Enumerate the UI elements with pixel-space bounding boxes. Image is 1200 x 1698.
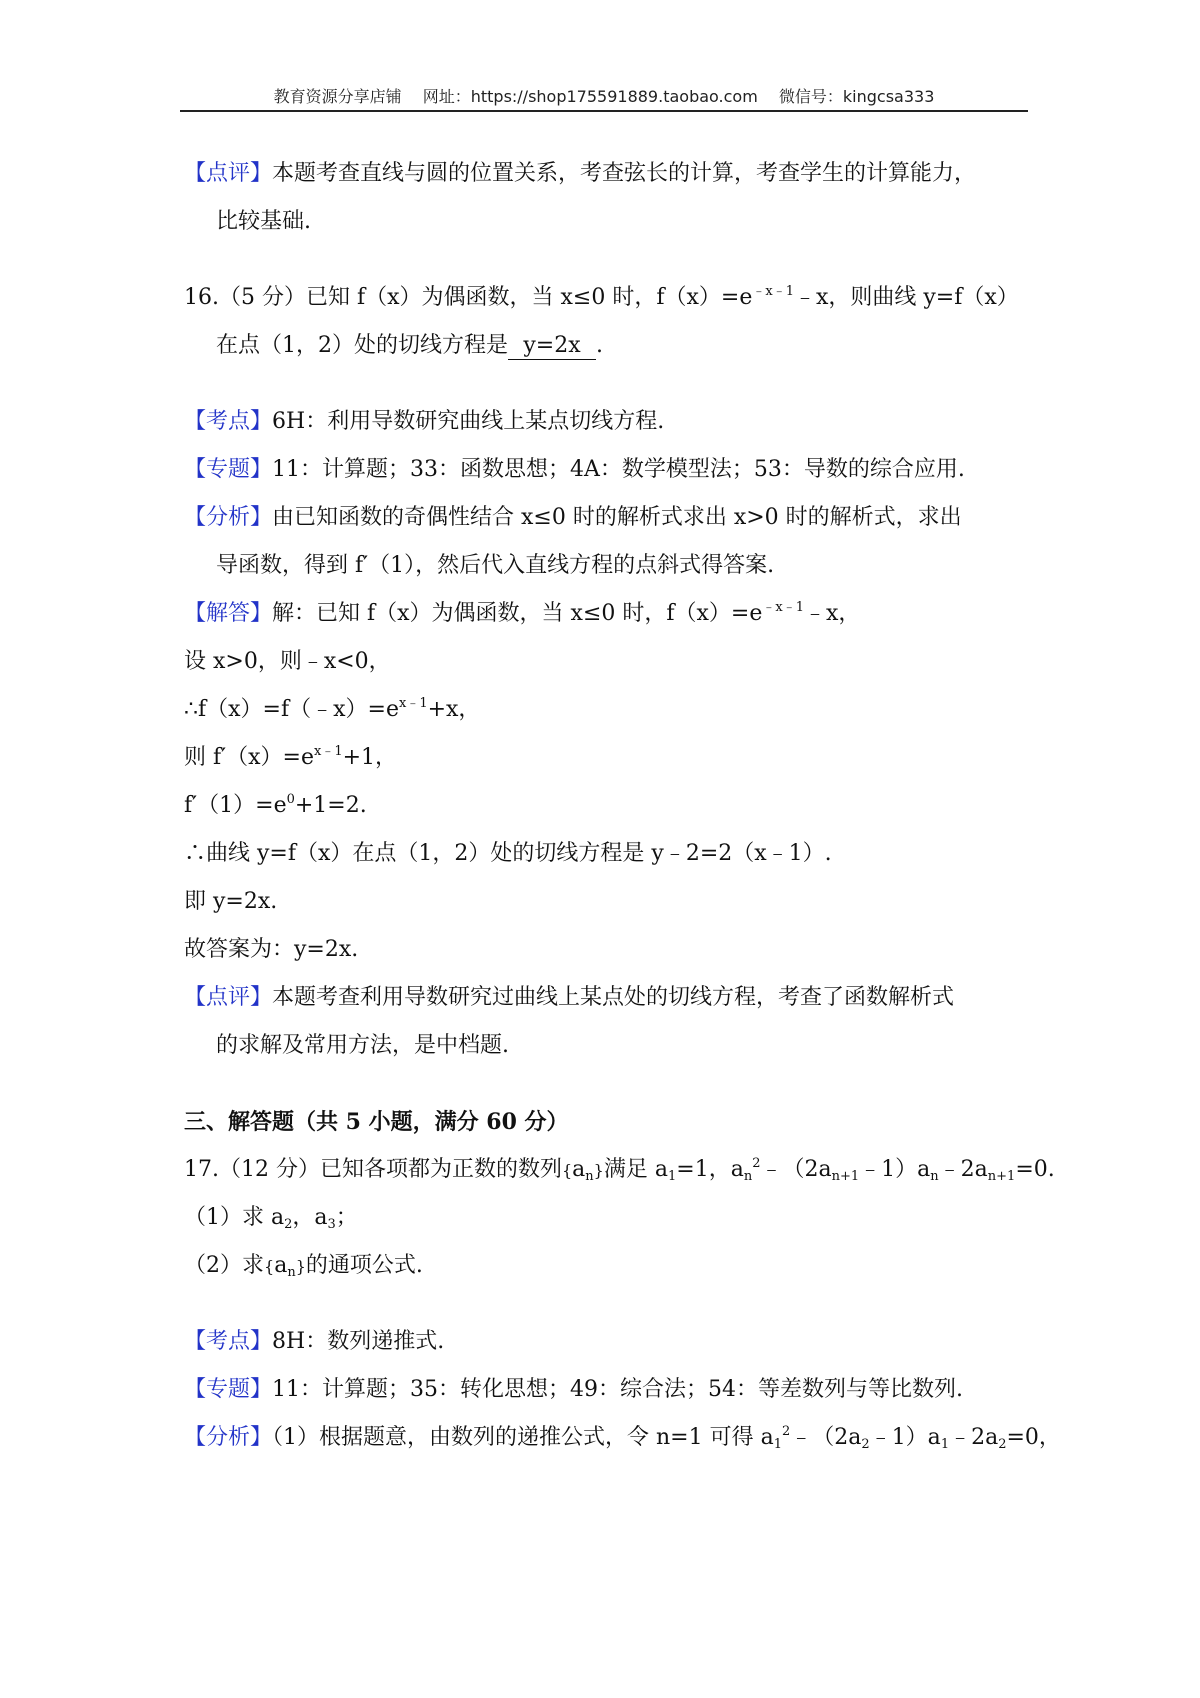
kaodian-tag: 【考点】 [184, 1329, 273, 1354]
q15-review-line-2: 比较基础. [216, 209, 311, 234]
zhuanti-tag: 【专题】 [184, 1377, 273, 1402]
q16-fenxi: 【分析】由已知函数的奇偶性结合 x≤0 时的解析式求出 x>0 时的解析式，求出 [184, 505, 962, 530]
q16-solution-line-3: $\therefore f(x)=f(﹣x)=e^{x﹣1}+x$， [184, 696, 481, 722]
review-tag: 【点评】 [184, 985, 273, 1010]
q16-zhuanti: 【专题】11：计算题；33：函数思想；4A：数学模型法；53：导数的综合应用. [184, 457, 965, 482]
q16-statement: 16.（5 分）已知 f（x）为偶函数，当 x≤0 时，$f(x)=e^{﹣x﹣1}﹣x$，则曲线 y=f（x） [184, 284, 1019, 310]
review-tag: 【点评】 [184, 161, 273, 186]
section-3-title: 三、解答题（共 5 小题，满分 60 分） [184, 1109, 569, 1135]
header-divider [180, 110, 1028, 112]
q16-solution-line-7: 即 y=2x. [184, 889, 278, 914]
q16-solution-line-4: 则 $f'(x)=e^{x﹣1}+1$， [184, 744, 398, 770]
q16-statement-line-2: 在点（1，2）处的切线方程是 y=2x . [216, 333, 603, 358]
q16-jieda: 【解答】解：已知 f（x）为偶函数，当 x≤0 时，$f(x)=e^{﹣x﹣1}﹣x$， [184, 600, 861, 626]
q17-zhuanti: 【专题】11：计算题；35：转化思想；49：综合法；54：等差数列与等比数列. [184, 1377, 963, 1402]
q17-part-2: （2）求$\{a_n\}$的通项公式. [184, 1253, 423, 1280]
zhuanti-tag: 【专题】 [184, 457, 273, 482]
q16-fenxi-line-2: 导函数，得到 f′（1），然后代入直线方程的点斜式得答案. [216, 553, 775, 578]
document-body [184, 150, 1061, 1462]
q16-solution-line-6: ∴曲线 y=f（x）在点（1，2）处的切线方程是 y﹣2=2（x﹣1）. [184, 841, 832, 866]
q16-kaodian: 【考点】6H：利用导数研究曲线上某点切线方程. [184, 409, 665, 434]
q16-solution-line-8: 故答案为：y=2x. [184, 937, 359, 962]
jieda-tag: 【解答】 [184, 601, 273, 626]
q16-solution-line-2: 设 x>0，则﹣x<0， [184, 649, 391, 674]
q17-part-1: （1）求 $a_2$，$a_3$； [184, 1205, 358, 1232]
q17-statement: 17.（12 分）已知各项都为正数的数列$\{a_n\}$满足 $a_1=1$，$a_n^2﹣(2a_{n+1}﹣1)a_n﹣2a_{n+1}=0$. [184, 1156, 1055, 1184]
kaodian-tag: 【考点】 [184, 409, 273, 434]
q16-review-line-2: 的求解及常用方法，是中档题. [216, 1033, 509, 1058]
q15-review-line-1: 【点评】本题考查直线与圆的位置关系，考查弦长的计算，考查学生的计算能力， [184, 161, 977, 186]
header-site: 网址：https://shop175591889.taobao.com [422, 87, 758, 106]
q16-review: 【点评】本题考查利用导数研究过曲线上某点处的切线方程，考查了函数解析式 [184, 985, 955, 1010]
page-header [180, 84, 1028, 107]
q16-solution-line-5: $f'(1)=e^0+1=2$. [184, 792, 367, 818]
q17-kaodian: 【考点】8H：数列递推式. [184, 1329, 445, 1354]
header-shop: 教育资源分享店铺 [273, 87, 402, 106]
fenxi-tag: 【分析】 [184, 1425, 273, 1450]
q17-fenxi: 【分析】（1）根据题意，由数列的递推公式，令 n=1 可得 $a_1^2﹣(2a_2﹣1)a_1﹣2a_2=0$， [184, 1424, 1061, 1452]
header-wechat: 微信号：kingcsa333 [778, 87, 935, 106]
fenxi-tag: 【分析】 [184, 505, 273, 530]
q16-answer-blank: y=2x [508, 333, 596, 360]
